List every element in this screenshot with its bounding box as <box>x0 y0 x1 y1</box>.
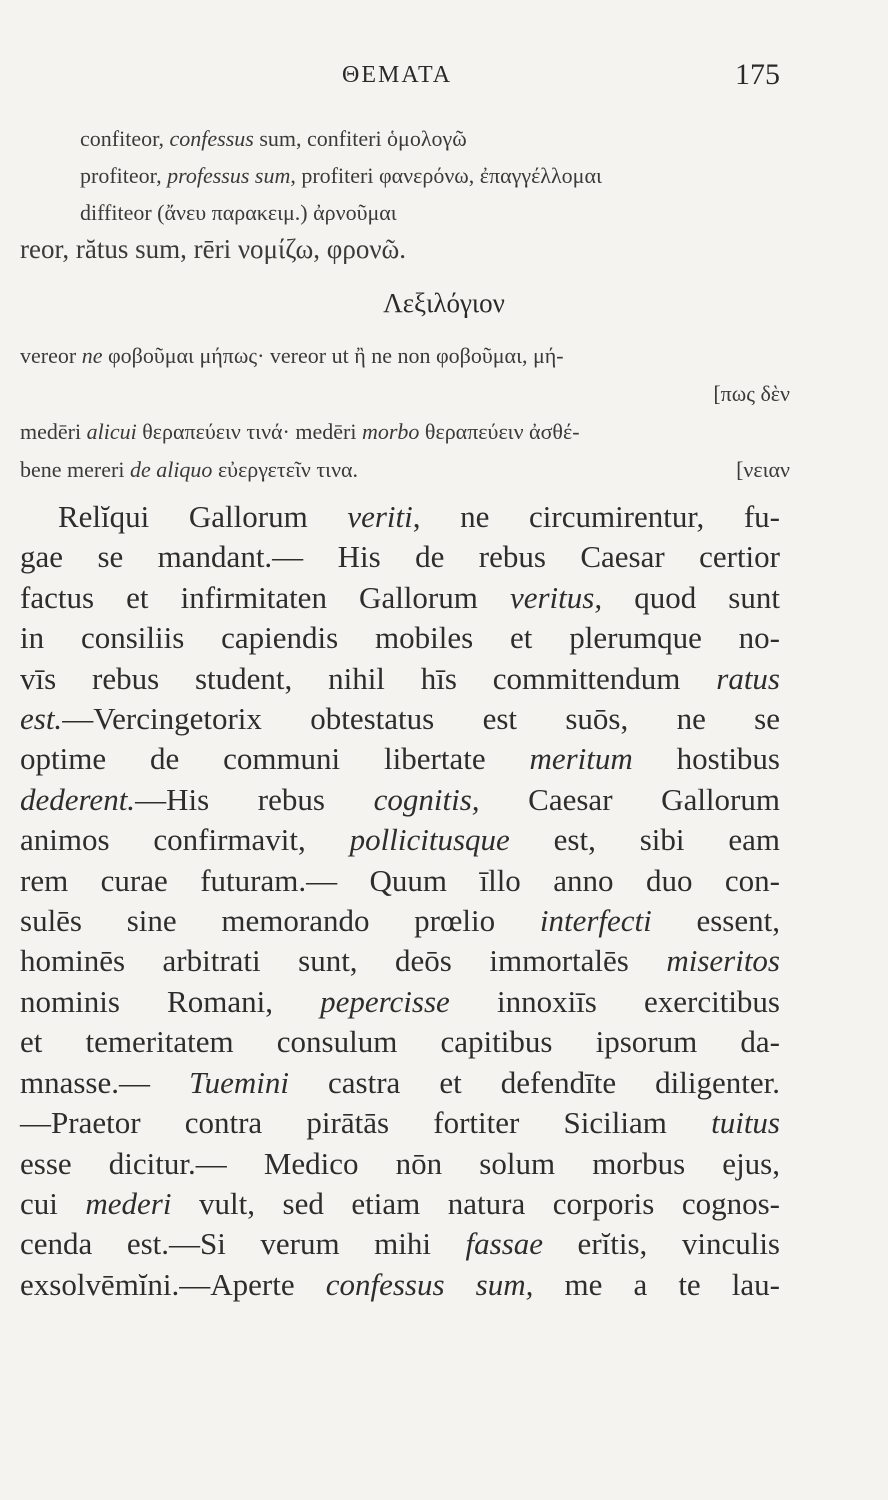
text-line <box>20 537 780 577</box>
text-run: exsolvēmĭni.—Aperte <box>20 1266 326 1302</box>
italic-word: dederent. <box>20 781 136 817</box>
lexicon-italic: ne <box>81 343 103 368</box>
text-run: et temeritatem consulum capitibus ipsorum da- <box>20 1024 780 1060</box>
text-line <box>20 1063 780 1103</box>
lexicon-text: φοβοῦμαι μήπως· vereor ut ἢ ne non φοβοῦμαι, μή- <box>102 343 564 368</box>
italic-word: Tuemini <box>189 1064 289 1100</box>
lexicon-continuation: [πως δὲν <box>713 381 790 406</box>
text-run: —His rebus <box>135 781 374 817</box>
lexicon-row <box>20 337 790 375</box>
text-run: in consiliis capiendis mobiles et plerumque no- <box>20 620 780 656</box>
text-line <box>20 659 780 699</box>
text-run: cui <box>20 1185 86 1221</box>
text-run: cenda est.—Si verum mihi <box>20 1226 466 1262</box>
vocab-text: reor, rătus sum, rēri νομίζω, φρονῶ. <box>20 234 407 264</box>
vocab-text: , profiteri φανερόνω, ἐπαγγέλλομαι <box>290 163 602 188</box>
italic-word: est. <box>20 701 63 737</box>
vocab-line <box>20 231 780 268</box>
text-run: —Praetor contra pirātās fortiter Siciliam <box>20 1105 712 1141</box>
exercise-text <box>20 497 780 1305</box>
italic-word: meritum <box>529 741 633 777</box>
lexicon-list <box>20 337 790 489</box>
text-run: rem curae futuram.— Quum īllo anno duo con- <box>20 862 780 898</box>
text-line <box>20 1224 780 1264</box>
text-line <box>20 780 780 820</box>
text-line <box>20 861 780 901</box>
page-number: 175 <box>735 58 780 91</box>
text-run: erĭtis, vinculis <box>543 1226 780 1262</box>
italic-word: interfecti <box>539 903 652 939</box>
italic-word: veriti <box>347 499 413 534</box>
text-line <box>20 1265 780 1305</box>
italic-word: mederi <box>85 1185 172 1221</box>
vocab-text: profiteor, <box>80 163 168 188</box>
text-line <box>20 982 780 1022</box>
text-run: me a te lau- <box>533 1266 780 1302</box>
vocab-line <box>80 157 780 194</box>
lexicon-text: εὐεργετεῖν τινα. <box>212 457 359 482</box>
text-run: factus et infirmitaten Gallorum <box>20 579 510 615</box>
lexicon-text: bene mereri <box>20 457 130 482</box>
vocab-italic: professus sum <box>167 163 291 188</box>
text-run: essent, <box>651 903 780 939</box>
lexicon-text: θεραπεύειν τινά· medēri <box>136 419 362 444</box>
lexicon-continuation: [νειαν <box>736 457 790 482</box>
vocab-text: confiteor, <box>80 126 170 151</box>
vocab-italic: confessus <box>169 126 254 151</box>
italic-word: cognitis, <box>373 781 480 817</box>
text-run: esse dicitur.— Medico nōn solum morbus ejus, <box>20 1145 780 1181</box>
text-run: nominis Romani, <box>20 983 321 1019</box>
lexicon-italic: alicui <box>86 419 137 444</box>
text-line <box>20 578 780 618</box>
text-run: animos confirmavit, <box>20 822 350 858</box>
vocab-line <box>80 194 780 231</box>
lexicon-italic: morbo <box>361 419 420 444</box>
text-run: sulēs sine memorando prœlio <box>20 903 540 939</box>
text-run: castra et defendīte diligenter. <box>288 1064 780 1100</box>
vocabulary-list <box>20 120 780 268</box>
italic-word: fassae <box>465 1226 544 1262</box>
lexicon-heading: Λεξιλόγιον <box>383 288 505 318</box>
text-line <box>20 820 780 860</box>
text-line <box>20 497 780 537</box>
text-run: quod sunt <box>602 579 780 615</box>
text-run: optime de communi libertate <box>20 741 530 777</box>
italic-word: tuitus <box>711 1105 780 1141</box>
lexicon-row <box>20 451 790 489</box>
page-header <box>0 58 888 102</box>
text-line <box>20 739 780 779</box>
text-line <box>20 941 780 981</box>
italic-word: pepercisse <box>320 983 450 1019</box>
text-run: gae se mandant.— His de rebus Caesar certior <box>20 539 780 575</box>
text-run: est, sibi eam <box>509 822 780 858</box>
lexicon-text: θεραπεύειν ἀσθέ- <box>419 419 580 444</box>
italic-word: confessus sum, <box>325 1266 534 1302</box>
lexicon-row <box>20 413 790 451</box>
text-run: vīs rebus student, nihil hīs committendum <box>20 660 717 696</box>
lexicon-italic: de aliquo <box>129 457 213 482</box>
text-run: , ne circumirentur, fu- <box>412 499 780 534</box>
lexicon-text: vereor <box>20 343 82 368</box>
text-line <box>20 618 780 658</box>
text-run: Caesar Gallorum <box>479 781 780 817</box>
text-line <box>20 699 780 739</box>
text-run: vult, sed etiam natura corporis cognos- <box>171 1185 781 1221</box>
vocab-line <box>80 120 780 157</box>
vocab-text: diffiteor (ἄνευ παρακειμ.) ἀρνοῦμαι <box>80 200 397 225</box>
text-run: hominēs arbitrati sunt, deōs immortalēs <box>20 943 667 979</box>
italic-word: pollicitusque <box>349 822 510 858</box>
text-line <box>20 1184 780 1224</box>
lexicon-text: medēri <box>20 419 87 444</box>
vocab-text: sum, confiteri ὁμολογῶ <box>253 126 467 151</box>
text-line <box>20 1103 780 1143</box>
italic-word: miseritos <box>666 943 780 979</box>
text-line <box>20 1144 780 1184</box>
lexicon-row <box>20 375 790 413</box>
text-run: —Vercingetorix obtestatus est suōs, ne se <box>62 701 780 737</box>
text-run: Relĭqui Gallorum <box>58 499 348 534</box>
text-run: hostibus <box>632 741 780 777</box>
text-line <box>20 901 780 941</box>
text-line <box>20 1022 780 1062</box>
text-run: innoxiīs exercitibus <box>449 983 780 1019</box>
italic-word: ratus <box>716 660 780 696</box>
text-run: mnasse.— <box>20 1064 190 1100</box>
running-title: ΘΕΜΑΤΑ <box>342 62 453 88</box>
italic-word: veritus, <box>509 579 603 615</box>
